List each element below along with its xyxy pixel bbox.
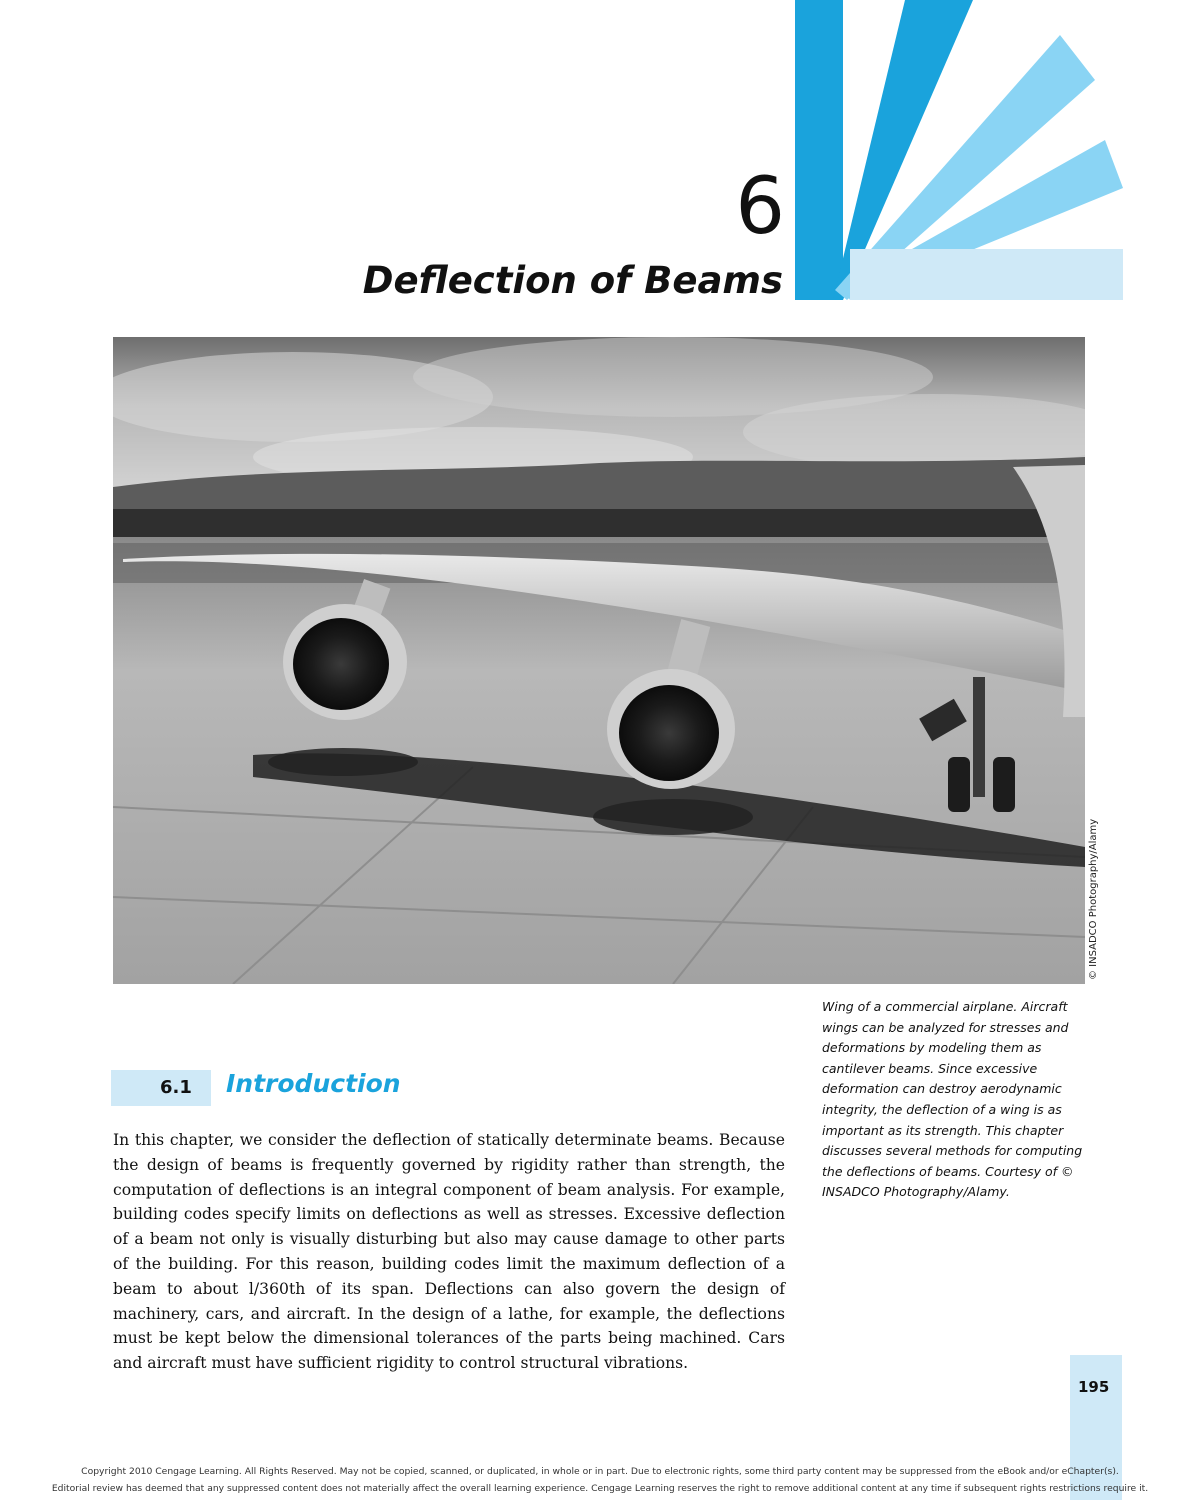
photo-credit: © INSADCO Photography/Alamy <box>1088 818 1099 980</box>
copyright-line-2: Editorial review has deemed that any suppressed content does not materially affect the overall learning experience. Cengage Learning reserves the right to remove additional content at any time if subsequent rights restrictions require it. <box>51 1483 1149 1494</box>
fan-ray-5 <box>850 249 1123 300</box>
airplane-wing-photo <box>113 337 1085 984</box>
section-number: 6.1 <box>160 1077 192 1098</box>
body-paragraph: In this chapter, we consider the deflection of statically determinate beams. Because the design of beams is frequently governed by rigidity rather than strength, the computation of deflections is an integral component of beam analysis. For example, building codes specify limits on deflections as well as stresses. Excessive deflection of a beam not only is visually disturbing but also may cause damage to other parts of the building. For this reason, building codes limit the maximum deflection of a beam to about l/360th of its span. Deflections can also govern the design of machinery, cars, and aircraft. In the design of a lathe, for example, the deflections must be kept below the dimensional tolerances of the parts being machined. Cars and aircraft must have sufficient rigidity to control structural vibrations. <box>113 1131 785 1373</box>
figure-caption: Wing of a commercial airplane. Aircraft wings can be analyzed for stresses and deformations by modeling them as cantilever beams. Since excessive deformation can destroy aerodynamic integrity, the deflection of a wing is as important as its strength. This chapter discusses several methods for computing the deflections of beams. Courtesy of © INSADCO Photography/Alamy. <box>822 999 1083 1200</box>
chapter-number: 6 <box>735 162 785 252</box>
page-number-tab <box>1070 1355 1122 1500</box>
copyright-line-1: Copyright 2010 Cengage Learning. All Rights Reserved. May not be copied, scanned, or duplicated, in whole or in part. Due to electronic rights, some third party content may be suppressed from the eBook and/or eChapter(s). <box>81 1466 1119 1477</box>
chapter-fan-graphic <box>795 0 1125 300</box>
page-number: 195 <box>1078 1378 1110 1396</box>
chapter-title: Deflection of Beams <box>362 259 783 302</box>
fan-ray-1 <box>795 0 843 300</box>
section-title: Introduction <box>226 1069 401 1098</box>
